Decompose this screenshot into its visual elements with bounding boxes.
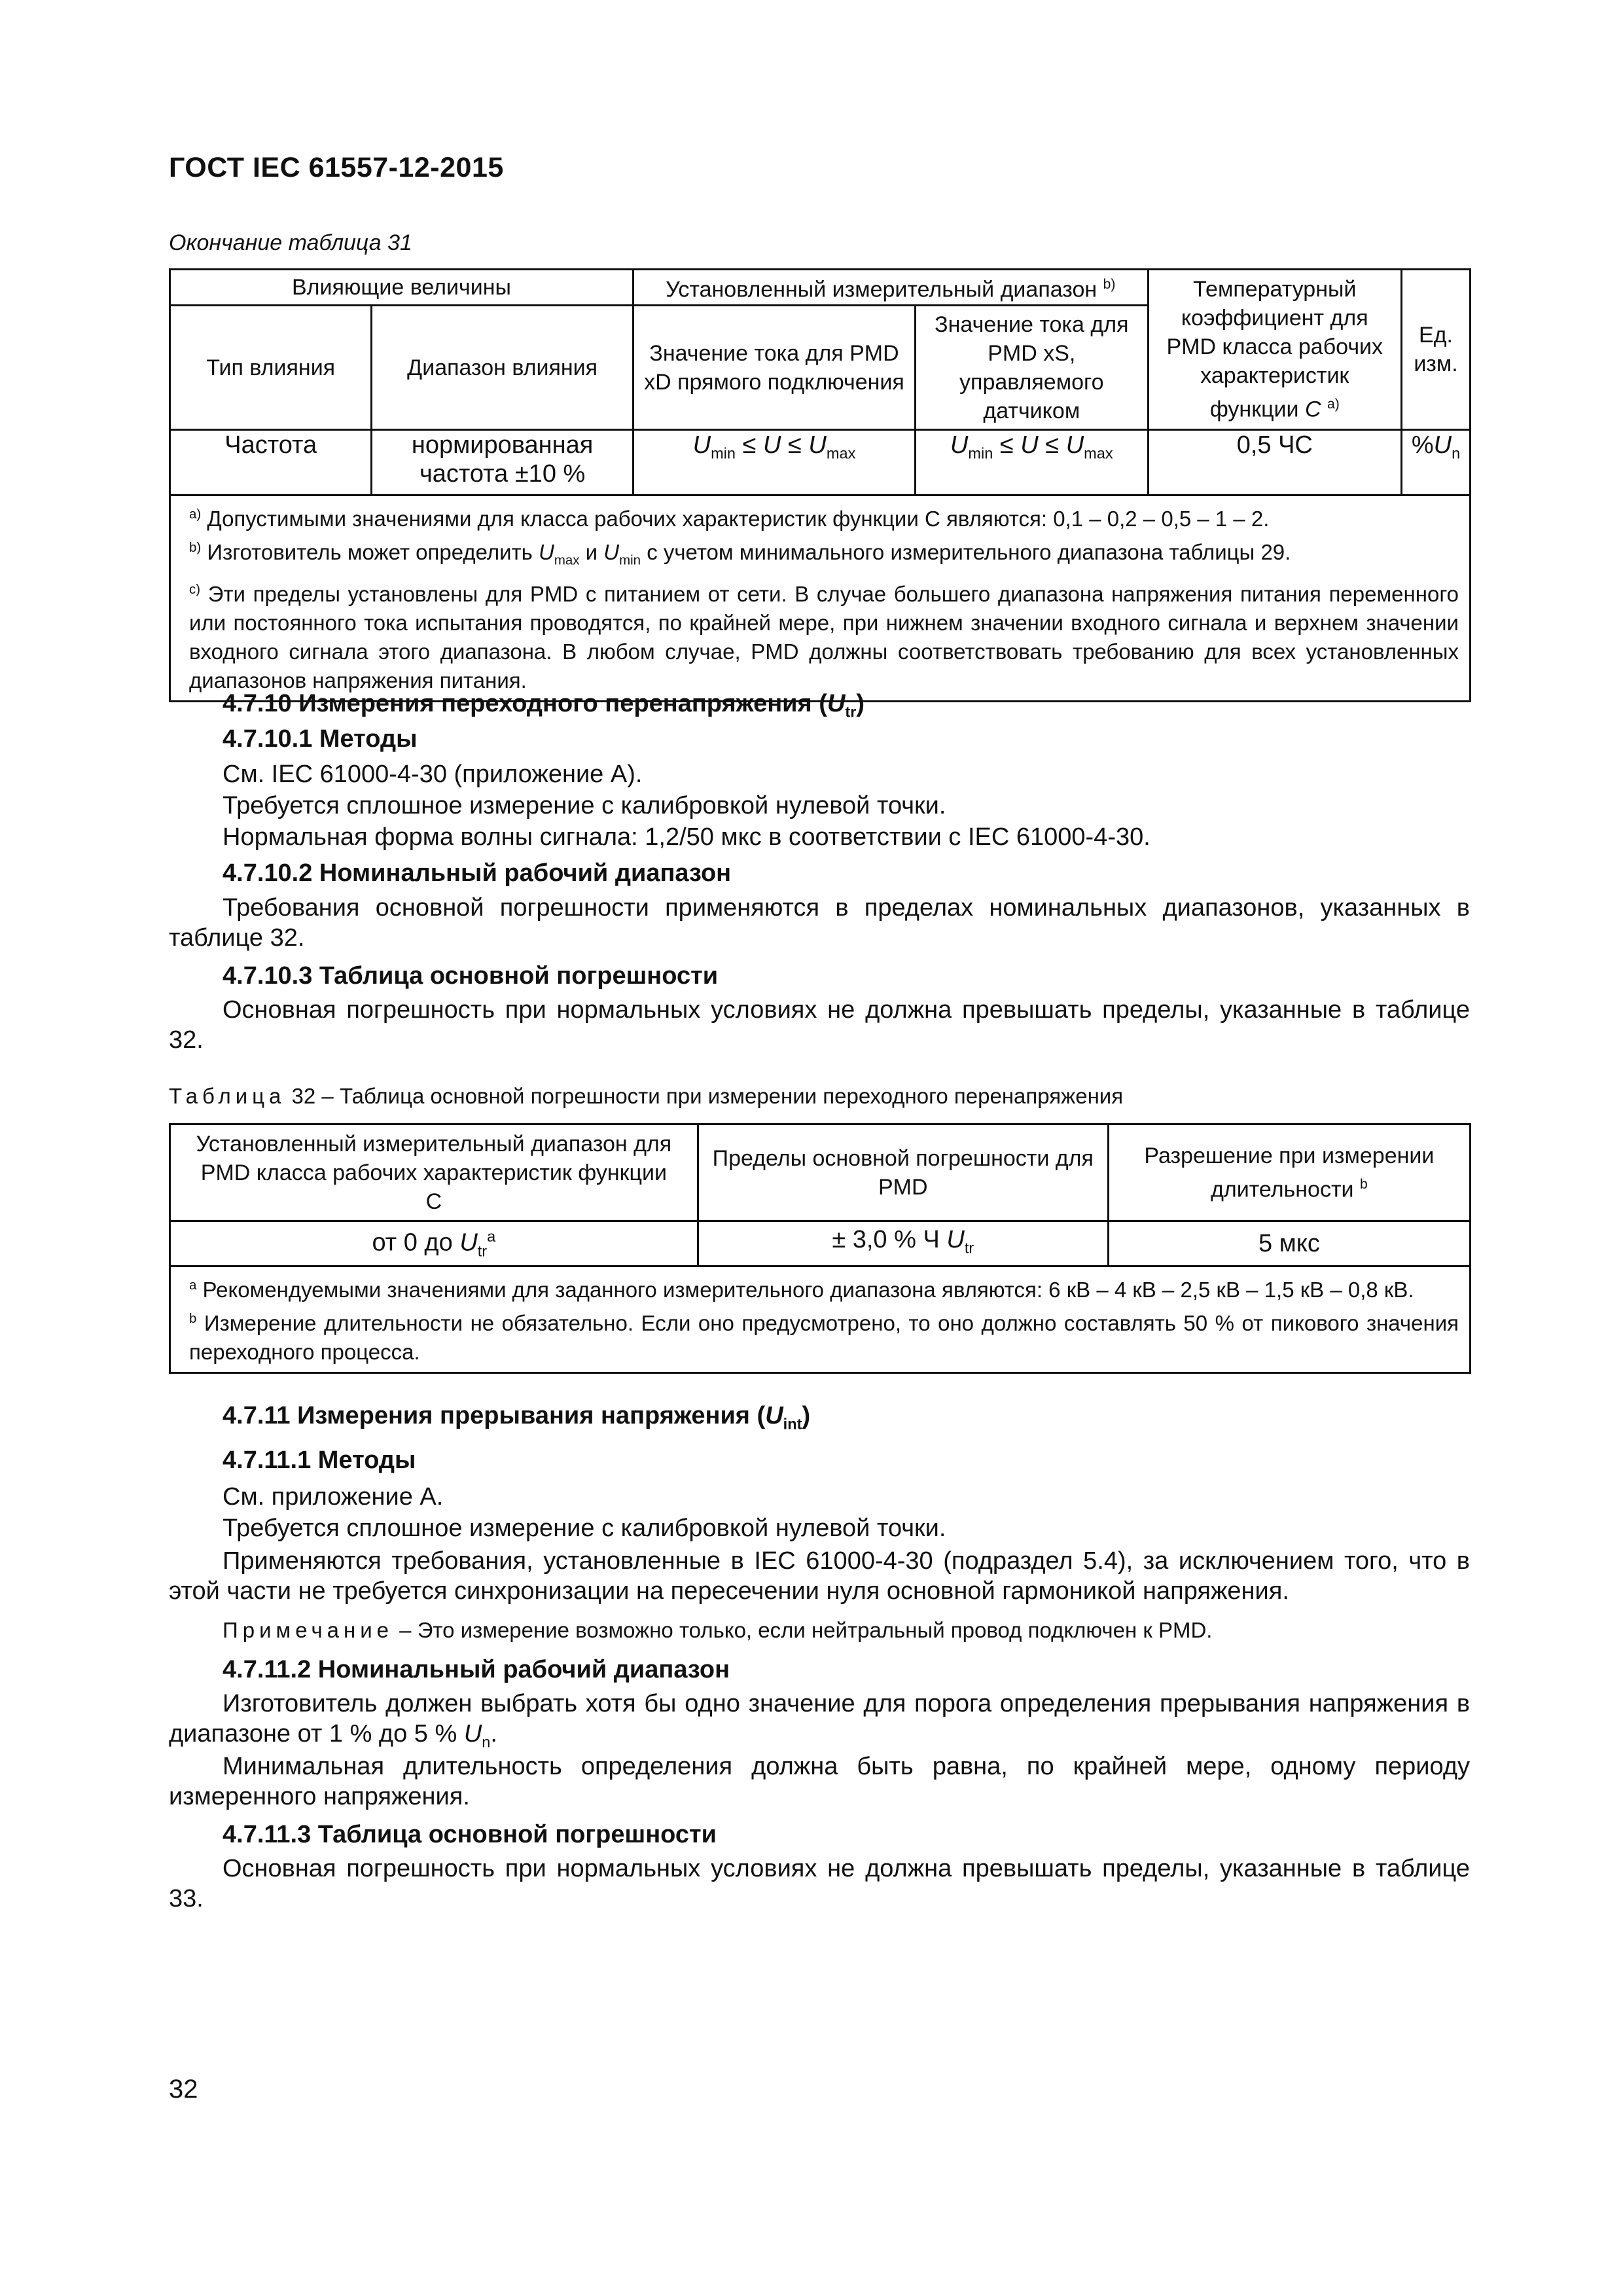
header-measuring-range: Установленный измерительный диапазон $^{b)}$ [633, 270, 1148, 306]
table-31-notes [170, 495, 1471, 702]
header-temperature-coefficient: Температурный коэффициент для PMD класса рабочих характеристик функции C $^{a)}$ [1148, 270, 1401, 430]
operating-range-text-1: Изготовитель должен выбрать хотя бы одно значение для порога определения прерывания напряжения в диапазоне от 1 % до 5 % $U_n$. [169, 1690, 1470, 1751]
methods-text-1: См. приложение А. [223, 1483, 444, 1511]
table-31 [169, 268, 1471, 702]
header-current-xd: Значение тока для PMD xD прямого подключения [633, 306, 915, 430]
section-4-7-10-title: 4.7.10 Измерения переходного перенапряжения $(U_{tr})$ [223, 690, 865, 721]
section-4-7-10-1-title: 4.7.10.1 Методы [223, 725, 418, 753]
header-influence-range: Диапазон влияния [372, 306, 633, 430]
operating-range-text-2: Минимальная длительность определения должна быть равна, по крайней мере, одному периоду измеренного напряжения. [169, 1753, 1470, 1810]
header-resolution: Разрешение при измерении длительности $^b$ [1108, 1124, 1470, 1221]
section-4-7-11-1-title: 4.7.11.1 Методы [223, 1446, 416, 1474]
note-a: $^a$ Рекомендуемыми значениями для заданного измерительного диапазона являются: 6 кВ – 4 кВ – 2,5 кВ – 1,5 кВ – 0,8 кВ. [189, 1278, 1414, 1302]
header-unit: Ед. изм. [1402, 270, 1471, 430]
cell-unit: $\%U_n$ [1402, 430, 1471, 495]
header-limits: Пределы основной погрешности для PMD [698, 1124, 1108, 1221]
page-number: 32 [169, 2075, 198, 2104]
cell-range: нормированная частота ±10 % [372, 430, 633, 495]
note-c: $^{c)}$ Эти пределы установлены для PMD с питанием от сети. В случае большего диапазона напряжения питания переменного или постоянного тока испытания проводятся, по крайней мере, при нижнем значении входного сигнала и верхнем значении входного сигнала этого диапазона. В любом случае, PMD должны соответствовать требованию для всех установленных диапазонов напряжения питания. [189, 581, 1459, 692]
section-4-7-11-title: 4.7.11 Измерения прерывания напряжения $(U_{int})$ [223, 1402, 811, 1433]
section-4-7-11-3-title: 4.7.11.3 Таблица основной погрешности [223, 1821, 717, 1848]
methods-text-3: Применяются требования, установленные в IEC 61000-4-30 (подраздел 5.4), за исключением того, что в этой части не требуется синхронизации на пересечении нуля основной гармоникой напряжения. [169, 1547, 1470, 1605]
intrinsic-uncertainty-text: Основная погрешность при нормальных условиях не должна превышать пределы, указанные в таблице 32. [169, 996, 1470, 1054]
note-b: $^b$ Измерение длительности не обязательно. Если оно предусмотрено, то оно должно составлять 50 % от пикового значения переходного процесса. [189, 1311, 1459, 1365]
cell-limits-value: ± 3,0 % Ч $U_{tr}$ [698, 1221, 1108, 1266]
header-influence-type: Тип влияния [170, 306, 372, 430]
cell-range-value: от 0 до $U_{tr}^a$ [170, 1221, 698, 1266]
cell-xs-condition: $U_{min} \le U \le U_{max}$ [916, 430, 1149, 495]
cell-type: Частота [170, 430, 372, 495]
methods-text-2: Требуется сплошное измерение с калибровкой нулевой точки. [223, 1515, 946, 1542]
header-range: Установленный измерительный диапазон для PMD класса рабочих характеристик функции C [170, 1124, 698, 1221]
section-4-7-10-3-title: 4.7.10.3 Таблица основной погрешности [223, 962, 719, 990]
document-header: ГОСТ IEC 61557-12-2015 [169, 152, 504, 183]
methods-text-2: Требуется сплошное измерение с калибровкой нулевой точки. [223, 792, 946, 819]
cell-xd-condition: $U_{min} \le U \le U_{max}$ [633, 430, 915, 495]
note-b: $^{b)}$ Изготовитель может определить $U_{max}$ и $U_{min}$ с учетом минимального измерительного диапазона таблицы 29. [189, 540, 1291, 568]
section-4-7-11-2-title: 4.7.11.2 Номинальный рабочий диапазон [223, 1656, 730, 1683]
cell-resolution-value: 5 мкс [1108, 1221, 1470, 1266]
table-31-caption: Окончание таблица 31 [169, 230, 412, 255]
table-32-notes [170, 1266, 1471, 1373]
intrinsic-uncertainty-text: Основная погрешность при нормальных условиях не должна превышать пределы, указанные в таблице 33. [169, 1855, 1470, 1912]
cell-temperature: 0,5 ЧС [1148, 430, 1401, 495]
operating-range-text: Требования основной погрешности применяются в пределах номинальных диапазонов, указанных в таблице 32. [169, 894, 1470, 952]
methods-text-3: Нормальная форма волны сигнала: 1,2/50 мкс в соответствии с IEC 61000-4-30. [223, 823, 1150, 851]
header-current-xs: Значение тока для PMD xS, управляемого датчиком [916, 306, 1149, 430]
table-32-caption: Таблица 32 – Таблица основной погрешности при измерении переходного перенапряжения [169, 1084, 1124, 1108]
table-32 [169, 1123, 1471, 1374]
section-4-7-10-2-title: 4.7.10.2 Номинальный рабочий диапазон [223, 859, 732, 887]
methods-text-1: См. IEC 61000-4-30 (приложение А). [223, 761, 643, 788]
note-a: $^{a)}$ Допустимыми значениями для класса рабочих характеристик функции C являются: 0,1 – 0,2 – 0,5 – 1 – 2. [189, 507, 1270, 531]
header-influencing-quantities: Влияющие величины [170, 270, 633, 306]
note: Примечание – Это измерение возможно только, если нейтральный провод подключен к PMD. [223, 1618, 1213, 1642]
